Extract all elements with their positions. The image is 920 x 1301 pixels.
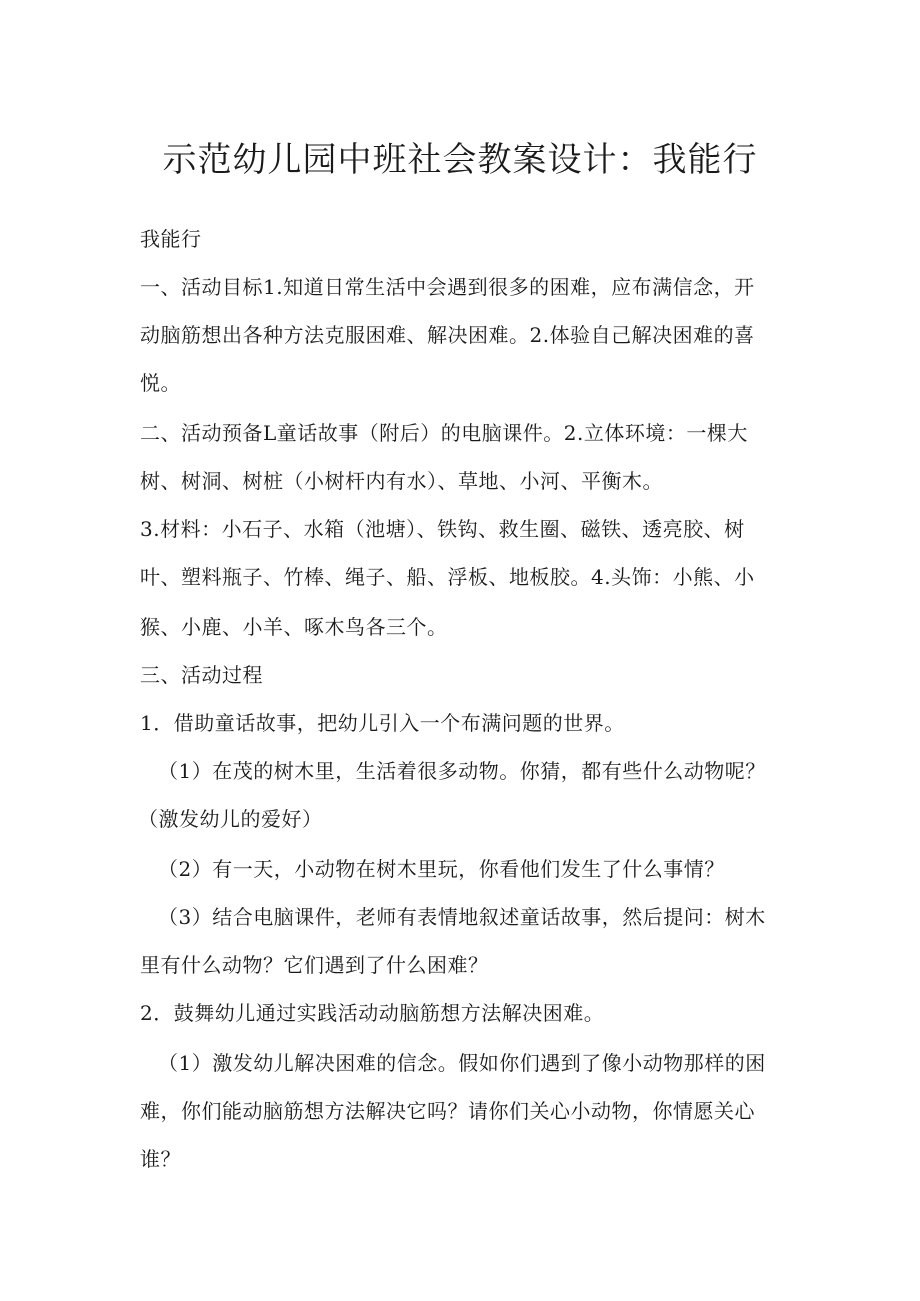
paragraph-line: 二、活动预备L童话故事（附后）的电脑课件。2.立体环境：一棵大 bbox=[140, 421, 748, 445]
paragraph-line: （2）有一天，小动物在树木里玩，你看他们发生了什么事情？ bbox=[158, 857, 725, 881]
paragraph-line: （1）激发幼儿解决困难的信念。假如你们遇到了像小动物那样的困 bbox=[158, 1051, 766, 1075]
paragraph-line: 猴、小鹿、小羊、啄木鸟各三个。 bbox=[140, 615, 448, 639]
paragraph-line: 2．鼓舞幼儿通过实践活动动脑筋想方法解决困难。 bbox=[140, 1001, 605, 1025]
section-heading: 我能行 bbox=[140, 227, 202, 251]
paragraph-line: 谁？ bbox=[140, 1147, 181, 1171]
paragraph-line: （1）在茂的树木里，生活着很多动物。你猜，都有些什么动物呢？ bbox=[158, 759, 766, 783]
paragraph-line: 悦。 bbox=[140, 371, 181, 395]
paragraph-line: （激发幼儿的爱好） bbox=[138, 807, 323, 831]
paragraph-line: 一、活动目标1.知道日常生活中会遇到很多的困难，应布满信念，开 bbox=[140, 275, 755, 299]
paragraph-line: 1．借助童话故事，把幼儿引入一个布满问题的世界。 bbox=[140, 711, 625, 735]
paragraph-line: 动脑筋想出各种方法克服困难、解决困难。2.体验自己解决困难的喜 bbox=[140, 323, 755, 347]
paragraph-line: 树、树洞、树桩（小树杆内有水）、草地、小河、平衡木。 bbox=[140, 469, 663, 493]
section-heading: 三、活动过程 bbox=[140, 663, 263, 687]
document-title: 示范幼儿园中班社会教案设计：我能行 bbox=[162, 140, 758, 180]
paragraph-line: 里有什么动物？它们遇到了什么困难？ bbox=[140, 953, 489, 977]
paragraph-line: 3.材料：小石子、水箱（池塘）、铁钩、救生圈、磁铁、透亮胶、树 bbox=[140, 517, 745, 541]
paragraph-line: 叶、塑料瓶子、竹棒、绳子、船、浮板、地板胶。4.头饰：小熊、小 bbox=[140, 565, 755, 589]
paragraph-line: 难，你们能动脑筋想方法解决它吗？请你们关心小动物，你情愿关心 bbox=[140, 1099, 755, 1123]
paragraph-line: （3）结合电脑课件，老师有表情地叙述童话故事，然后提问：树木 bbox=[158, 905, 766, 929]
